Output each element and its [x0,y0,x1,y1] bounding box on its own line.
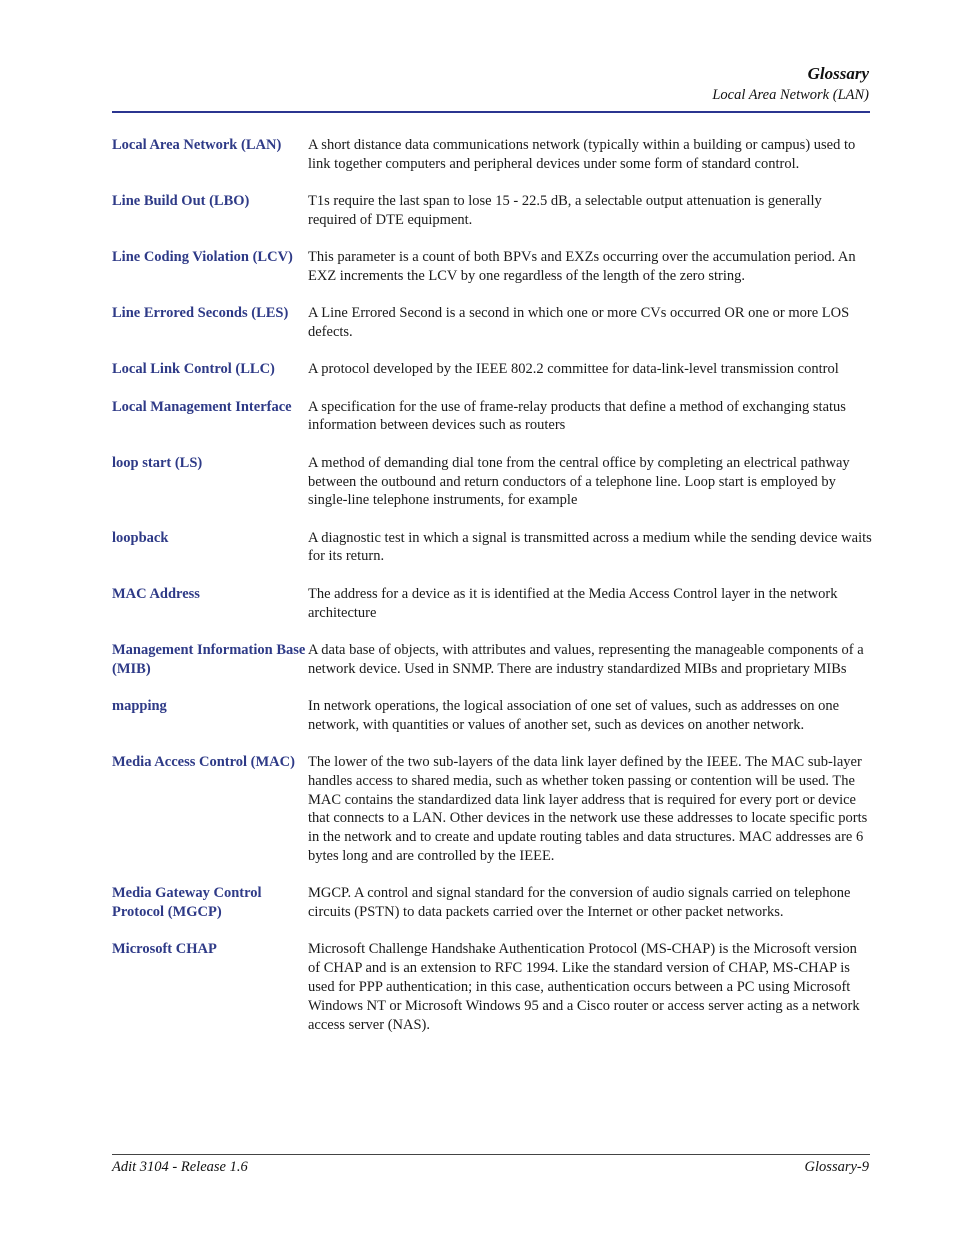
glossary-entries [112,136,872,1053]
glossary-definition: A Line Errored Second is a second in which one or more CVs occurred OR one or more LOS defects. [308,305,850,341]
header-divider [112,111,870,113]
glossary-term: mapping [112,697,167,714]
glossary-term: Line Coding Violation (LCV) [112,249,293,266]
glossary-entry [112,248,872,286]
glossary-entry [112,641,872,679]
glossary-entry [112,304,872,342]
glossary-entry [112,192,872,230]
glossary-term: Line Errored Seconds (LES) [112,305,289,322]
glossary-term: Local Link Control (LLC) [112,361,275,378]
footer-divider [112,1154,870,1155]
glossary-entry [112,136,872,174]
glossary-term: Local Area Network (LAN) [112,137,282,153]
footer-document-title: Adit 3104 - Release 1.6 [112,1159,248,1175]
glossary-term: loop start (LS) [112,454,203,471]
glossary-term: Local Management Interface [112,398,292,415]
glossary-entry [112,884,872,922]
footer-page-number: Glossary-9 [804,1159,869,1175]
page-header-subtitle: Local Area Network (LAN) [712,87,869,103]
glossary-definition: A protocol developed by the IEEE 802.2 committee for data-link-level transmission control [308,361,839,378]
glossary-definition: A diagnostic test in which a signal is transmitted across a medium while the sending device waits for its return. [308,529,872,565]
glossary-entry [112,753,872,866]
glossary-entry [112,454,872,510]
glossary-term: Line Build Out (LBO) [112,193,250,210]
glossary-definition: This parameter is a count of both BPVs and EXZs occurring over the accumulation period. An EXZ increments the LCV by one regardless of the length of the zero string. [308,249,856,284]
glossary-definition: A data base of objects, with attributes and values, representing the manageable components of a network device. Used in SNMP. There are industry standardized MIBs and proprietary MIBs [308,641,864,677]
glossary-entry [112,585,872,623]
glossary-entry [112,697,872,735]
glossary-definition: MGCP. A control and signal standard for the conversion of audio signals carried on telephone circuits (PSTN) to data packets carried over the Internet or other packet networks. [308,885,851,921]
glossary-definition: T1s require the last span to lose 15 - 22.5 dB, a selectable output attenuation is generally required of DTE equipment. [308,193,822,228]
glossary-term: Management Information Base (MIB) [112,641,306,677]
page-header-title: Glossary [807,64,869,83]
glossary-entry [112,398,872,436]
glossary-entry [112,360,872,379]
glossary-definition: The address for a device as it is identified at the Media Access Control layer in the network architecture [308,585,838,621]
glossary-term: Media Gateway Control Protocol (MGCP) [112,885,262,921]
glossary-term: loopback [112,529,169,546]
glossary-term: Media Access Control (MAC) [112,754,295,771]
glossary-definition: The lower of the two sub-layers of the data link layer defined by the IEEE. The MAC sub-layer handles access to shared media, such as whether token passing or contention will be used. The MAC contains the standardized data link layer address that is required for every port or device that connects to a LAN. Other devices in the network use these addresses to locate specific ports in the network and to create and update routing tables and data structures. MAC addresses are 6 bytes long and are controlled by the IEEE. [308,754,868,865]
glossary-definition: Microsoft Challenge Handshake Authentication Protocol (MS-CHAP) is the Microsoft version of CHAP and is an extension to RFC 1994. Like the standard version of CHAP, MS-CHAP is used for PPP authentication; in this case, authentication occurs between a PC using Microsoft Windows NT or Microsoft Windows 95 and a Cisco router or access server acting as a network access server (NAS). [308,941,860,1033]
glossary-term: Microsoft CHAP [112,941,217,958]
glossary-definition: A method of demanding dial tone from the central office by completing an electrical pathway between the outbound and return conductors of a telephone line. Loop start is employed by single-line telephone instruments, for example [308,454,850,509]
glossary-term: MAC Address [112,585,200,602]
glossary-definition: A specification for the use of frame-relay products that define a method of exchanging status information between devices such as routers [308,398,846,434]
glossary-entry [112,529,872,567]
glossary-entry [112,940,872,1034]
glossary-definition: A short distance data communications network (typically within a building or campus) used to link together computers and peripheral devices under some form of standard control. [308,137,856,172]
glossary-definition: In network operations, the logical association of one set of values, such as addresses on one network, with quantities or values of another set, such as devices on another network. [308,697,840,733]
